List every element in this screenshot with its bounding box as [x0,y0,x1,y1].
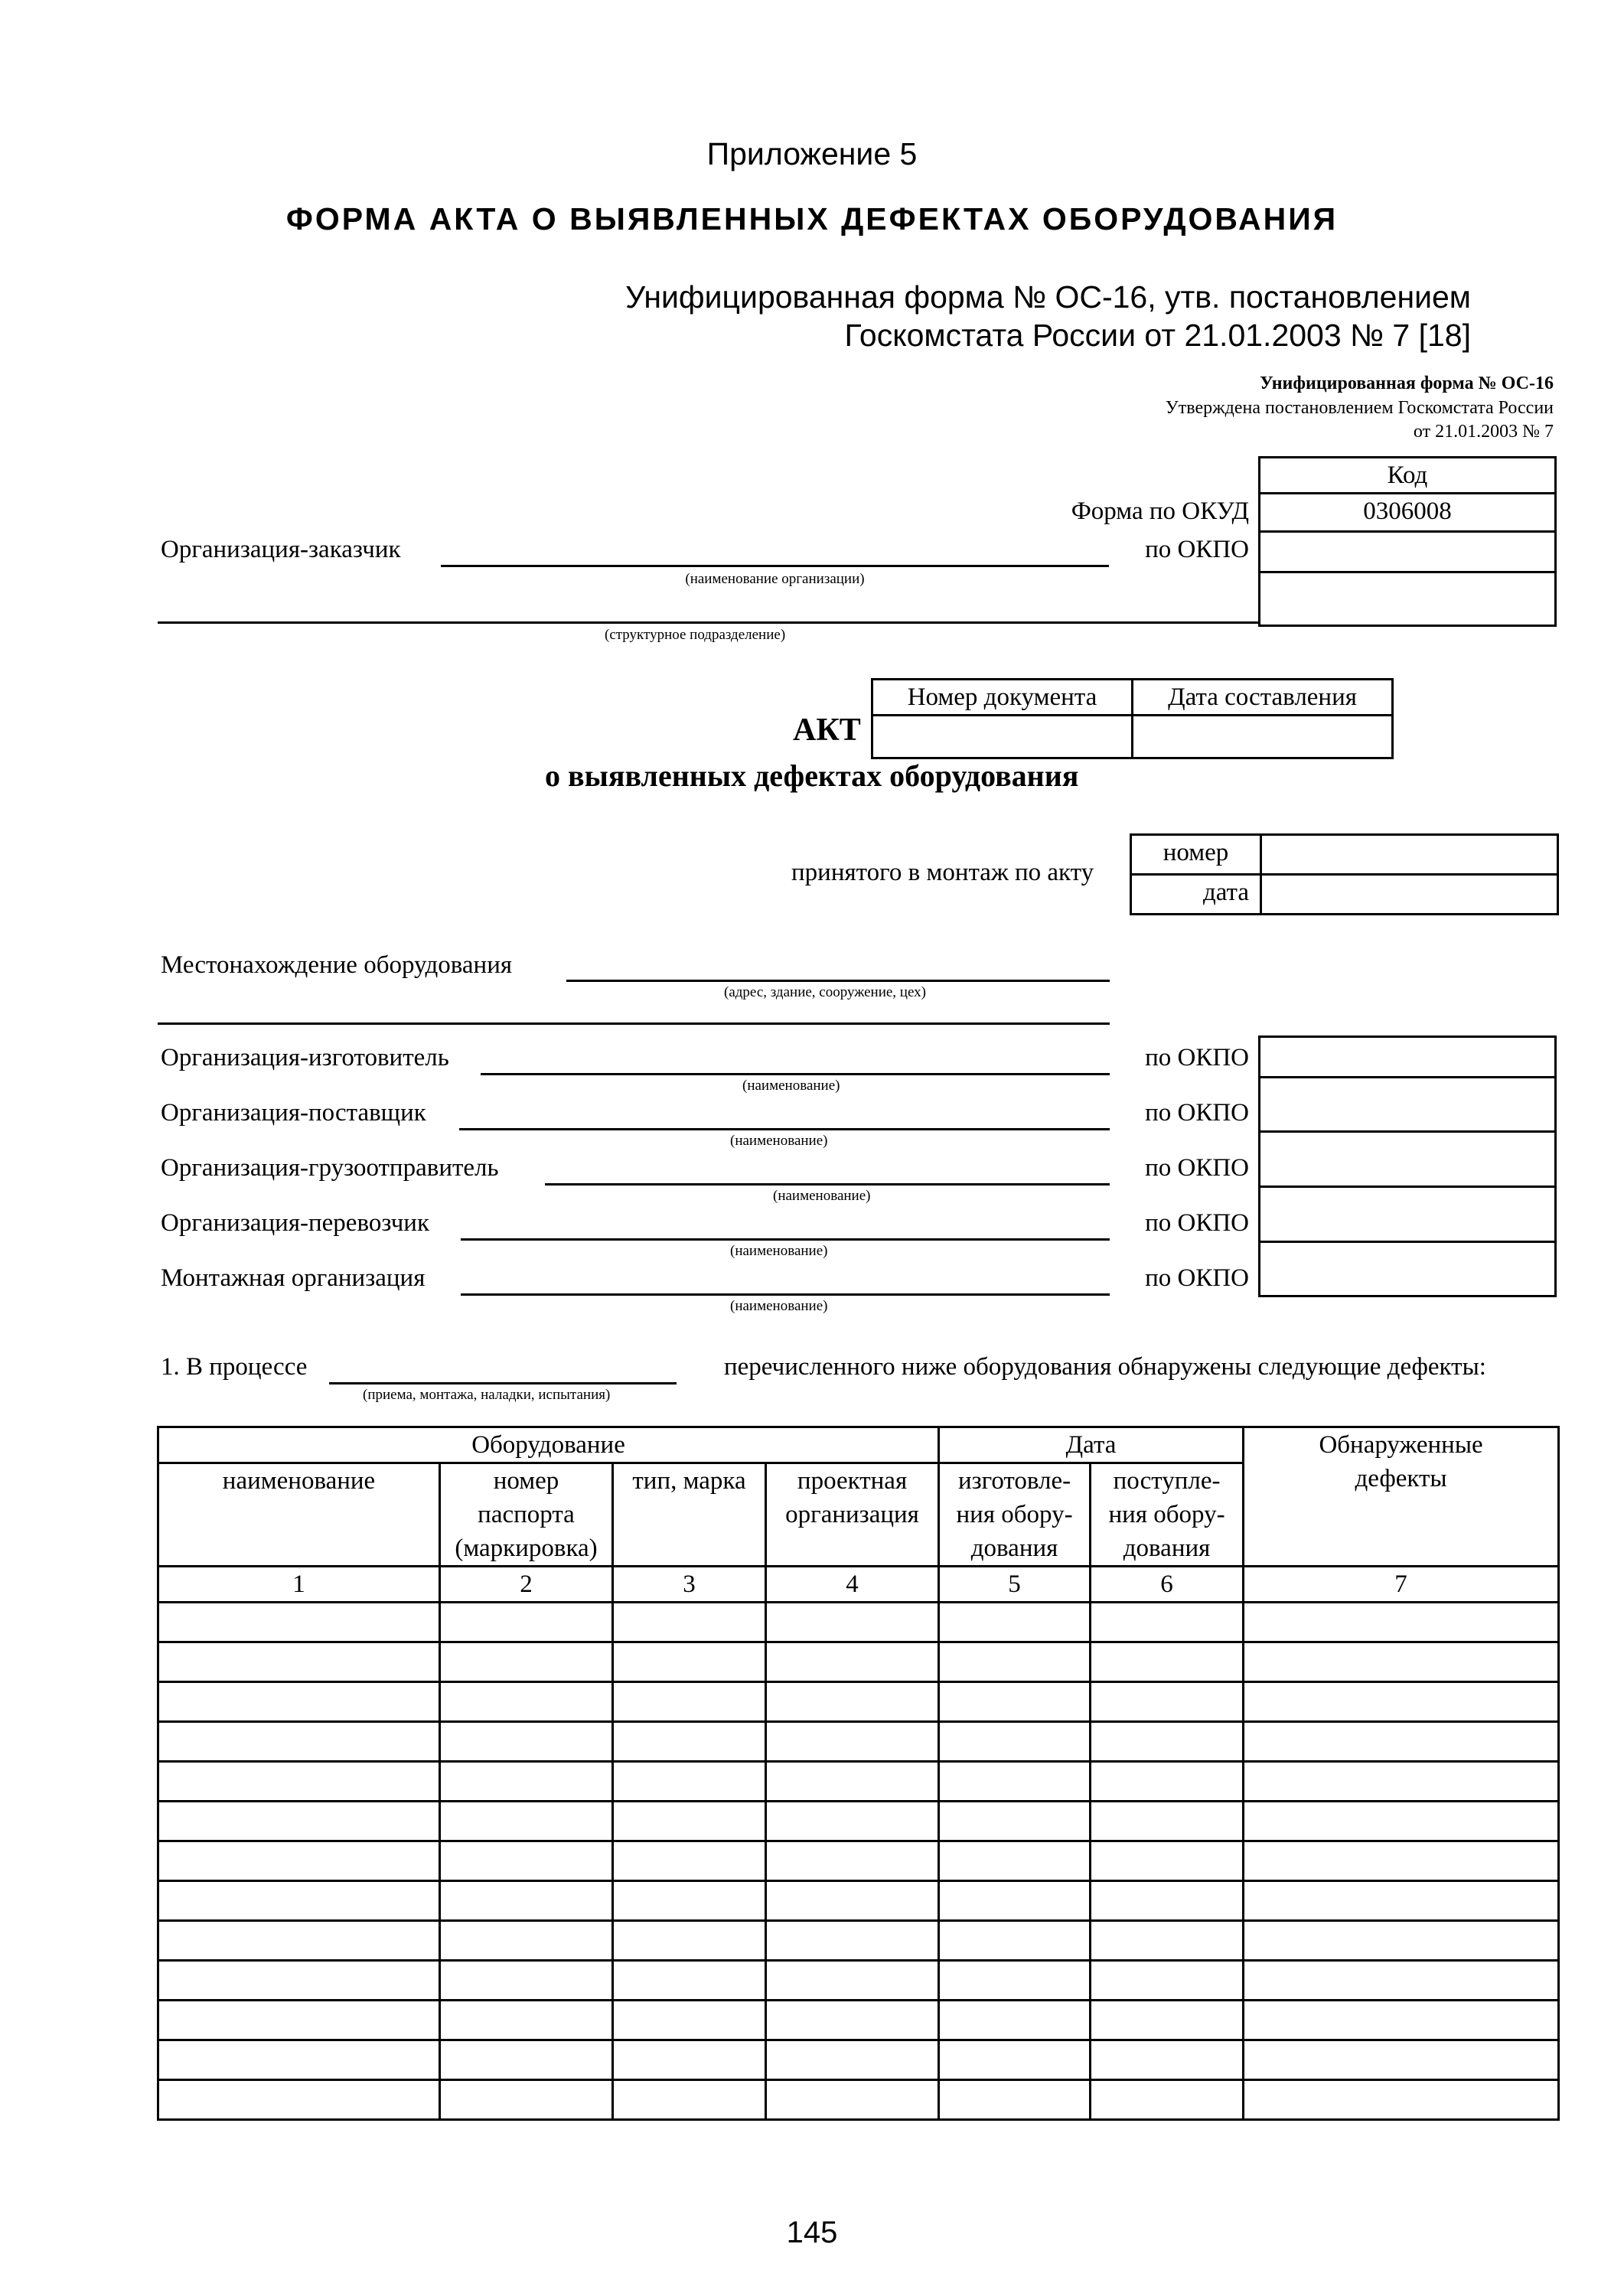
process-caption: (приема, монтажа, наладки, испытания) [363,1387,611,1403]
col-design-text: проектная организация [785,1467,919,1528]
installer-okpo-label: по ОКПО [1145,1264,1249,1292]
table-cell[interactable] [766,1603,939,1642]
process-field[interactable] [329,1382,677,1384]
table-cell[interactable] [440,1881,613,1921]
table-cell[interactable] [613,2001,766,2040]
table-cell[interactable] [766,1881,939,1921]
okpo-box-divider [1258,1130,1557,1133]
process-tail: перечисленного ниже оборудования обнаружены следующие дефекты: [724,1353,1486,1381]
manufacturer-caption: (наименование) [742,1078,840,1094]
table-cell[interactable] [158,2001,440,2040]
date-group-header: Дата [939,1427,1244,1463]
form-header-approval: Утверждена постановлением Госкомстата России [1165,398,1554,418]
carrier-field[interactable] [461,1238,1110,1241]
process-label: 1. В процессе [161,1353,308,1381]
table-cell[interactable] [766,2001,939,2040]
table-row [158,1762,1559,1802]
col-made-text: изготовле-ния обору-дования [956,1467,1073,1562]
col-received-text: поступле-ния обору-дования [1108,1467,1225,1562]
okpo-box-divider [1258,1241,1557,1243]
okpo-boxes [1258,1035,1557,1297]
col-number-4: 4 [766,1567,939,1603]
table-row [158,2080,1559,2120]
table-cell[interactable] [1091,1841,1244,1881]
table-cell[interactable] [1091,1881,1244,1921]
subtitle-line-2: Госкомстата России от 21.01.2003 № 7 [18] [844,318,1471,353]
table-cell[interactable] [939,1921,1091,1961]
table-row [158,2001,1559,2040]
table-cell[interactable] [939,1881,1091,1921]
location-field[interactable] [566,980,1110,982]
table-cell[interactable] [440,1682,613,1722]
col-number-5: 5 [939,1567,1091,1603]
table-cell[interactable] [1091,1682,1244,1722]
doc-date-cell[interactable] [1133,716,1393,758]
table-cell[interactable] [158,1682,440,1722]
okpo-box-divider [1258,1186,1557,1188]
table-cell[interactable] [158,2080,440,2120]
table-cell[interactable] [440,1722,613,1762]
table-cell[interactable] [1244,2001,1559,2040]
table-cell[interactable] [766,1802,939,1841]
table-cell[interactable] [440,1642,613,1682]
col-received-header [1091,1463,1244,1567]
shipper-label: Организация-грузоотправитель [161,1154,499,1182]
table-cell[interactable] [613,1762,766,1802]
defect-rows [158,1603,1559,2120]
table-cell[interactable] [440,1841,613,1881]
appendix-label: Приложение 5 [706,136,918,171]
table-row [158,1603,1559,1642]
table-row [158,1682,1559,1722]
act-subtitle: о выявленных дефектах оборудования [545,758,1079,793]
table-cell[interactable] [1091,1961,1244,2001]
mount-label: принятого в монтаж по акту [791,859,1094,886]
dept-code-cell[interactable] [1260,572,1556,626]
table-cell[interactable] [158,1762,440,1802]
table-cell[interactable] [939,2080,1091,2120]
customer-label: Организация-заказчик [161,536,401,563]
okud-label: Форма по ОКУД [1071,497,1249,525]
table-cell[interactable] [158,1841,440,1881]
table-cell[interactable] [440,1802,613,1841]
table-cell[interactable] [1091,1762,1244,1802]
code-table [1258,456,1557,627]
table-cell[interactable] [766,1642,939,1682]
table-cell[interactable] [1091,1921,1244,1961]
doc-number-header: Номер документа [872,680,1133,716]
mount-date-cell[interactable] [1261,875,1558,915]
table-cell[interactable] [939,2001,1091,2040]
table-cell[interactable] [1244,1802,1559,1841]
location-caption: (адрес, здание, сооружение, цех) [724,984,926,1000]
subtitle-line-1: Унифицированная форма № ОС-16, утв. постановлением [625,279,1471,315]
table-cell[interactable] [1244,1722,1559,1762]
col-made-header [939,1463,1091,1567]
table-cell[interactable] [440,2080,613,2120]
code-header: Код [1260,458,1556,494]
table-cell[interactable] [440,1762,613,1802]
table-cell[interactable] [440,2001,613,2040]
manufacturer-label: Организация-изготовитель [161,1044,449,1071]
carrier-okpo-label: по ОКПО [1145,1209,1249,1237]
page-title: ФОРМА АКТА О ВЫЯВЛЕННЫХ ДЕФЕКТАХ ОБОРУДОВАНИЯ [285,201,1339,236]
manufacturer-okpo-label: по ОКПО [1145,1044,1249,1071]
table-cell[interactable] [613,1603,766,1642]
table-cell[interactable] [1091,2040,1244,2080]
table-cell[interactable] [1244,2080,1559,2120]
col-name-header: наименование [158,1463,440,1567]
table-row [158,1961,1559,2001]
table-cell[interactable] [939,1722,1091,1762]
installer-label: Монтажная организация [161,1264,426,1292]
table-cell[interactable] [613,1642,766,1682]
table-cell[interactable] [158,1802,440,1841]
table-cell[interactable] [766,1682,939,1722]
table-cell[interactable] [1244,1642,1559,1682]
installer-field[interactable] [461,1293,1110,1296]
table-cell[interactable] [1244,2040,1559,2080]
table-cell[interactable] [939,1682,1091,1722]
col-passport-header [440,1463,613,1567]
found-defects-text: Обнаруженные дефекты [1319,1431,1483,1492]
table-cell[interactable] [1091,1722,1244,1762]
table-cell[interactable] [158,1722,440,1762]
table-cell[interactable] [1091,2080,1244,2120]
table-cell[interactable] [613,2040,766,2080]
table-cell[interactable] [158,1603,440,1642]
customer-okpo-label: по ОКПО [1145,536,1249,563]
table-row [158,1921,1559,1961]
table-cell[interactable] [766,2040,939,2080]
table-cell[interactable] [613,1921,766,1961]
supplier-okpo-label: по ОКПО [1145,1099,1249,1127]
defects-table [157,1426,1560,2121]
table-cell[interactable] [766,1762,939,1802]
table-row [158,1802,1559,1841]
table-cell[interactable] [613,1682,766,1722]
department-caption: (структурное подразделение) [605,627,786,643]
table-cell[interactable] [613,1881,766,1921]
table-cell[interactable] [1244,1603,1559,1642]
table-cell[interactable] [939,1603,1091,1642]
location-field-line-2[interactable] [158,1022,1110,1025]
table-cell[interactable] [766,1921,939,1961]
supplier-label: Организация-поставщик [161,1099,426,1127]
table-cell[interactable] [1091,1802,1244,1841]
found-defects-header [1244,1427,1559,1567]
mount-number-label: номер [1131,835,1261,875]
customer-name-field[interactable] [441,565,1109,567]
table-cell[interactable] [158,1642,440,1682]
mount-number-cell[interactable] [1261,835,1558,875]
table-cell[interactable] [613,1802,766,1841]
table-cell[interactable] [939,1762,1091,1802]
table-cell[interactable] [613,1961,766,2001]
table-cell[interactable] [1244,1762,1559,1802]
okpo-box-divider [1258,1076,1557,1078]
table-cell[interactable] [613,1841,766,1881]
table-cell[interactable] [440,2040,613,2080]
table-cell[interactable] [1244,1961,1559,2001]
table-cell[interactable] [158,1921,440,1961]
col-design-header [766,1463,939,1567]
doc-number-cell[interactable] [872,716,1133,758]
table-cell[interactable] [766,1841,939,1881]
col-number-7: 7 [1244,1567,1559,1603]
table-cell[interactable] [1244,1841,1559,1881]
table-cell[interactable] [1091,1642,1244,1682]
mount-date-label: дата [1131,875,1261,915]
carrier-label: Организация-перевозчик [161,1209,429,1237]
supplier-field[interactable] [459,1128,1110,1130]
col-number-6: 6 [1091,1567,1244,1603]
table-cell[interactable] [766,1961,939,2001]
shipper-okpo-label: по ОКПО [1145,1154,1249,1182]
installer-caption: (наименование) [730,1298,828,1314]
table-cell[interactable] [1244,1921,1559,1961]
shipper-caption: (наименование) [773,1188,871,1204]
table-cell[interactable] [158,1881,440,1921]
okud-value[interactable]: 0306008 [1260,494,1556,532]
supplier-caption: (наименование) [730,1133,828,1149]
carrier-caption: (наименование) [730,1243,828,1259]
table-cell[interactable] [613,1722,766,1762]
location-label: Местонахождение оборудования [161,951,513,979]
table-row [158,2040,1559,2080]
act-title: АКТ [793,713,861,748]
table-cell[interactable] [1244,1881,1559,1921]
shipper-field[interactable] [545,1183,1110,1186]
col-passport-text: номер паспорта (маркировка) [455,1467,598,1562]
equipment-group-header: Оборудование [158,1427,939,1463]
doc-date-header: Дата составления [1133,680,1393,716]
table-cell[interactable] [766,1722,939,1762]
page-number: 145 [786,2216,838,2249]
table-cell[interactable] [766,2080,939,2120]
table-cell[interactable] [939,1802,1091,1841]
form-header-title: Унифицированная форма № ОС-16 [1260,373,1554,393]
table-row [158,1722,1559,1762]
table-row [158,1642,1559,1682]
table-row [158,1881,1559,1921]
form-header-date: от 21.01.2003 № 7 [1413,422,1554,442]
mount-table [1130,833,1559,915]
table-cell[interactable] [613,2080,766,2120]
table-cell[interactable] [440,1921,613,1961]
table-row [158,1841,1559,1881]
table-cell[interactable] [158,1961,440,2001]
doc-number-table [871,678,1394,759]
table-cell[interactable] [939,1642,1091,1682]
table-cell[interactable] [440,1961,613,2001]
table-cell[interactable] [939,2040,1091,2080]
col-number-1: 1 [158,1567,440,1603]
department-field[interactable] [158,621,1260,624]
table-cell[interactable] [939,1961,1091,2001]
customer-okpo-cell[interactable] [1260,532,1556,572]
table-cell[interactable] [440,1603,613,1642]
table-cell[interactable] [158,2040,440,2080]
table-cell[interactable] [1091,1603,1244,1642]
col-type-header: тип, марка [613,1463,766,1567]
manufacturer-field[interactable] [481,1073,1110,1075]
table-cell[interactable] [939,1841,1091,1881]
customer-name-caption: (наименование организации) [685,571,865,587]
table-cell[interactable] [1244,1682,1559,1722]
table-cell[interactable] [1091,2001,1244,2040]
col-number-3: 3 [613,1567,766,1603]
col-number-2: 2 [440,1567,613,1603]
